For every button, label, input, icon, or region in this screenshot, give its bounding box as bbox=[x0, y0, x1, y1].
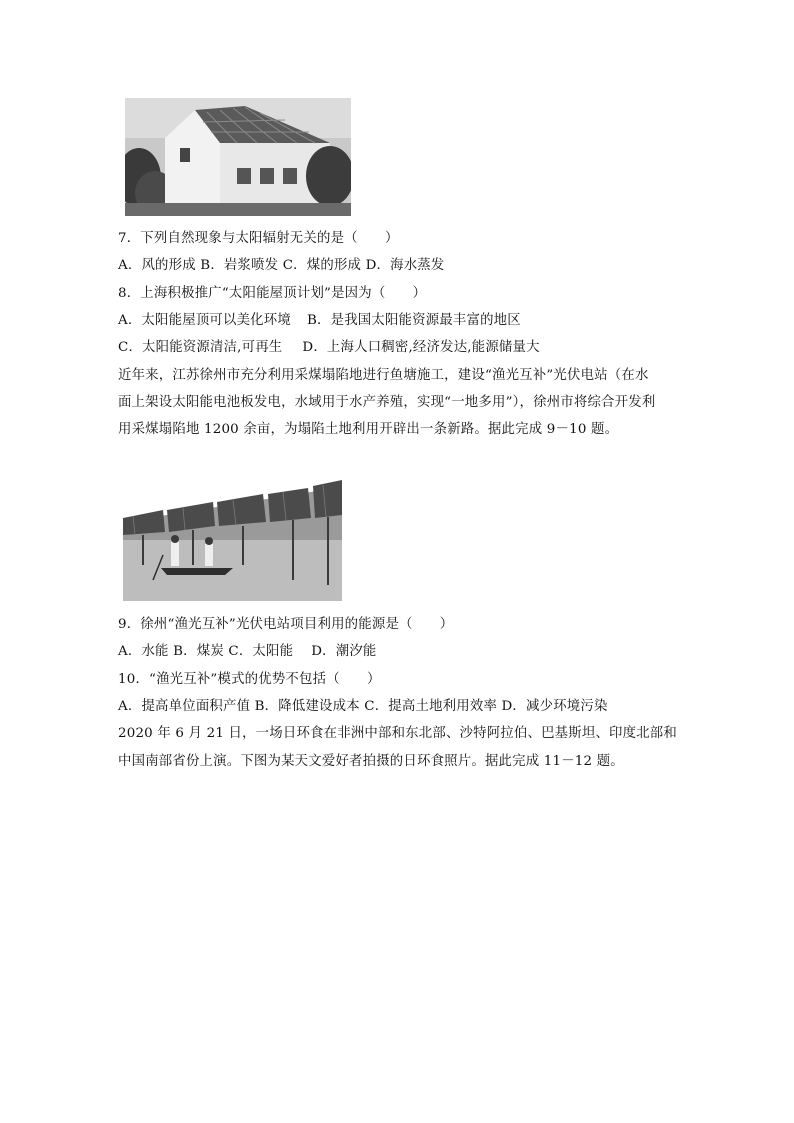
question-7-stem: 7．下列自然现象与太阳辐射无关的是（ ） bbox=[118, 231, 399, 246]
question-8-options-cd bbox=[118, 338, 540, 358]
passage-9-10-line-2: 面上架设太阳能电池板发电，水域用于水产养殖，实现“一地多用”），徐州市将综合开发利 bbox=[118, 395, 656, 410]
question-8-option-b: B．是我国太阳能资源最丰富的地区 bbox=[306, 313, 521, 328]
question-10-stem: 10．“渔光互补”模式的优势不包括（ ） bbox=[118, 672, 381, 687]
question-8-option-c: C．太阳能资源清洁,可再生 bbox=[118, 340, 283, 355]
question-9-options: A．水能 B．煤炭 C．太阳能 D．潮汐能 bbox=[118, 644, 377, 659]
question-8-option-d: D．上海人口稠密,经济发达,能源储量大 bbox=[302, 340, 540, 355]
fishery-solar-pond-photo bbox=[123, 480, 342, 601]
solar-roof-house-photo bbox=[125, 98, 351, 216]
passage-11-12-line-2: 中国南部省份上演。下图为某天文爱好者拍摄的日环食照片。据此完成 11－12 题。 bbox=[118, 754, 624, 769]
question-9-stem: 9．徐州“渔光互补”光伏电站项目利用的能源是（ ） bbox=[118, 617, 454, 632]
passage-11-12-line-1: 2020 年 6 月 21 日，一场日环食在非洲中部和东北部、沙特阿拉伯、巴基斯坦、印度北部和 bbox=[118, 726, 677, 741]
passage-9-10-line-3: 用采煤塌陷地 1200 余亩，为塌陷土地利用开辟出一条新路。据此完成 9－10 题。 bbox=[118, 422, 619, 437]
passage-9-10-line-1: 近年来，江苏徐州市充分利用采煤塌陷地进行鱼塘施工，建设“渔光互补”光伏电站（在水 bbox=[118, 368, 649, 383]
question-8-option-a: A．太阳能屋顶可以美化环境 bbox=[118, 313, 291, 328]
question-7-options: A．风的形成 B．岩浆喷发 C．煤的形成 D．海水蒸发 bbox=[118, 258, 445, 273]
question-8-stem: 8．上海积极推广“太阳能屋顶计划”是因为（ ） bbox=[118, 286, 427, 301]
question-8-options-ab bbox=[118, 311, 521, 331]
question-10-options: A．提高单位面积产值 B．降低建设成本 C．提高土地利用效率 D．减少环境污染 bbox=[118, 699, 608, 714]
